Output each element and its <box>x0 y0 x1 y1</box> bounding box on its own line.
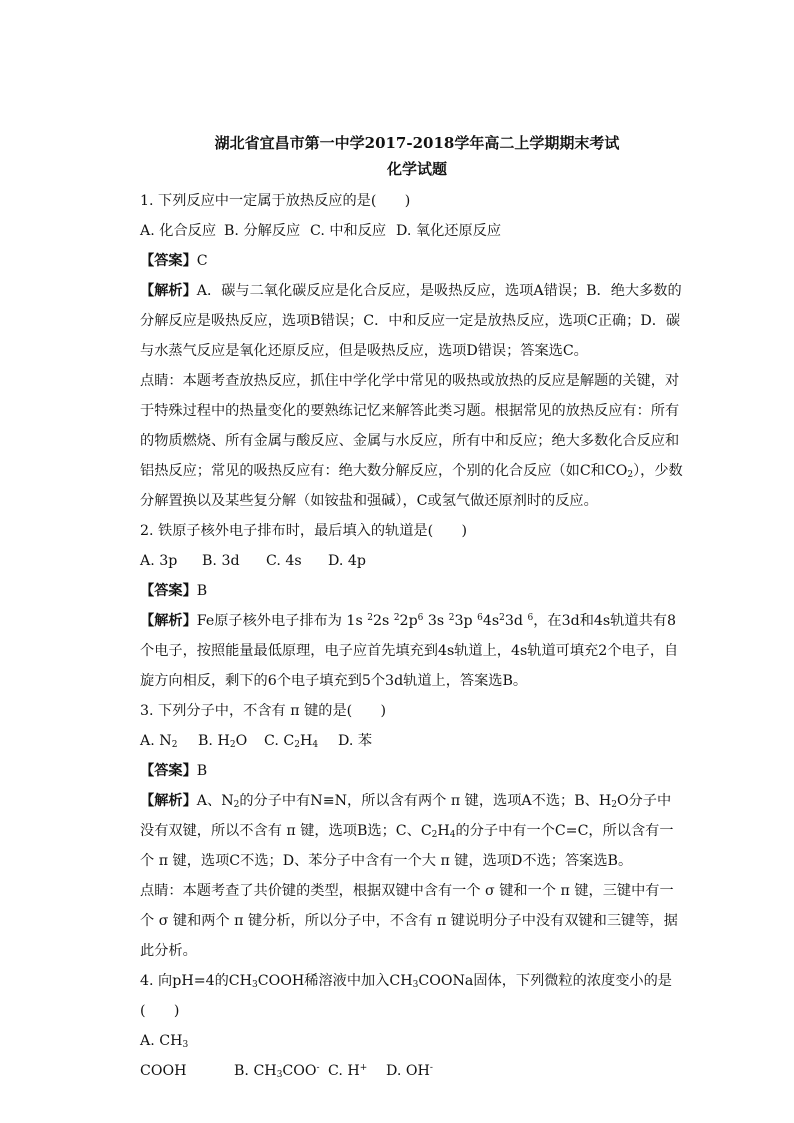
q3-option-c <box>264 726 338 756</box>
q3-analysis-text: H <box>437 823 450 839</box>
q3-option-b-sub: 2 <box>229 740 236 750</box>
q2-cfg-4s: 4s <box>482 613 500 629</box>
q3-analysis-text: 的分子中有N≡N，所以含有两个 π 键，选项A不选；B、H <box>239 793 612 809</box>
q2-option-d: D. 4p <box>328 553 366 569</box>
q4-option-a-sub: 3 <box>182 1040 189 1050</box>
q2-cfg-sup: 6 <box>477 613 483 623</box>
q2-cfg-2p: 2p <box>399 613 418 629</box>
q1-option-d: D. 氧化还原反应 <box>396 223 502 239</box>
q4-option-b-sub: 3 <box>276 1070 283 1080</box>
q1-option-c: C. 中和反应 <box>310 223 387 239</box>
analysis-tag: 【解析】 <box>140 283 197 299</box>
q4-option-b-sup: - <box>316 1063 320 1073</box>
q4-stem-sub: 3 <box>252 980 258 990</box>
q2-answer-value: B <box>196 583 208 599</box>
q4-stem-text: COONa固体，下列微粒的浓度变小的是( ) <box>140 973 672 1019</box>
q4-option-d-sup: - <box>429 1063 433 1073</box>
q2-cfg-sup: 2 <box>499 613 505 623</box>
q1-note-sub: 2 <box>627 470 634 480</box>
q4-stem-sub: 3 <box>412 980 419 990</box>
q2-cfg-3d: 3d <box>504 613 528 629</box>
q2-option-c: C. 4s <box>266 553 302 569</box>
q4-stem-text: COOH稀溶液中加入CH <box>257 973 413 989</box>
q2-cfg-sup: 2 <box>393 613 400 623</box>
q1-option-a: A. 化合反应 <box>140 223 217 239</box>
q3-option-c-text-2: H <box>299 733 313 749</box>
q3-option-a-sub: 2 <box>171 740 178 750</box>
q3-option-c-sub-2: 4 <box>312 740 319 750</box>
q3-note-text: 本题考查了共价键的类型，根据双键中含有一个 σ 键和一个 π 键，三键中有一个 σ 键和两个 π 键分析，所以分子中，不含有 π 键说明分子中没有双键和三键等，据此分析。 <box>140 883 678 959</box>
q2-cfg-sup: 6 <box>417 613 424 623</box>
q3-option-c-sub: 2 <box>294 740 300 750</box>
q2-option-a: A. 3p <box>140 553 178 569</box>
q2-cfg-3s: 3s <box>427 613 449 629</box>
q4-option-d-text: D. OH <box>386 1063 430 1079</box>
q1-note-text-2: ），少数分解置换以及某些复分解（如铵盐和强碱），C或氢气做还原剂时的反应。 <box>140 463 683 509</box>
q2-cfg-2s: 2s <box>372 613 394 629</box>
q4-option-c-text: C. H <box>328 1063 360 1079</box>
q3-analysis-sub: 2 <box>431 830 438 840</box>
q2-analysis <box>140 606 684 696</box>
q3-analysis-text: O分子中没有双键，所以不含有 π 键，选项B选；C、C <box>140 793 672 839</box>
q2-cfg-3p: 3p <box>454 613 478 629</box>
q2-answer <box>140 576 684 606</box>
q3-option-a-text: A. N <box>140 733 172 749</box>
q3-options <box>140 726 684 756</box>
q3-option-b <box>198 726 264 756</box>
q4-option-a-text: A. CH <box>140 1033 183 1049</box>
q3-analysis-sub: 2 <box>611 800 617 810</box>
q2-analysis-text-2: ，在3d和4s轨道共有8个电子，按照能量最低原理，电子应首先填充到4s轨道上，4s轨道可填充2个电子，自旋方向相反，剩下的6个电子填充到5个3d轨道上，答案选B。 <box>140 613 679 689</box>
q4-option-a-text-2: COOH <box>140 1063 187 1079</box>
q1-stem: 1. 下列反应中一定属于放热反应的是( ) <box>140 193 411 209</box>
q2-option-b: B. 3d <box>202 553 240 569</box>
q3-analysis-sub: 2 <box>233 800 240 810</box>
q4-option-a <box>140 1026 234 1086</box>
q1-option-b: B. 分解反应 <box>224 223 301 239</box>
answer-tag: 【答案】 <box>140 253 197 269</box>
q1-answer <box>140 246 684 276</box>
q4-option-c <box>328 1056 386 1086</box>
q4-option-b-text-2: COO <box>282 1063 317 1079</box>
analysis-tag: 【解析】 <box>140 793 197 809</box>
q4-options <box>140 1026 684 1086</box>
q3-analysis <box>140 786 684 876</box>
q3-option-d: D. 苯 <box>338 733 373 749</box>
q2-cfg-sup: 2 <box>448 613 455 623</box>
document-subtitle: 化学试题 <box>386 160 447 178</box>
note-tag: 点睛： <box>140 373 183 389</box>
q1-note <box>140 366 684 516</box>
q2-cfg-sup: 2 <box>367 613 373 623</box>
q3-analysis-text: A、N <box>196 793 234 809</box>
q2-analysis-text-1: Fe原子核外电子排布为 1s <box>196 613 368 629</box>
q3-stem: 3. 下列分子中，不含有 π 键的是( ) <box>140 703 387 719</box>
analysis-tag: 【解析】 <box>140 613 197 629</box>
q1-analysis-text: A．碳与二氧化碳反应是化合反应，是吸热反应，选项A错误；B．绝大多数的分解反应是吸热反应，选项B错误；C．中和反应一定是放热反应，选项C正确；D．碳与水蒸气反应是氧化还原反应，但是吸热反应，选项D错误；答案选C。 <box>140 283 682 359</box>
q3-option-c-text: C. C <box>264 733 295 749</box>
q4-option-d <box>386 1056 433 1086</box>
q4-option-c-sup: + <box>359 1063 368 1073</box>
q1-note-text-1: 本题考查放热反应，抓住中学化学中常见的吸热或放热的反应是解题的关键，对于特殊过程中的热量变化的要熟练记忆来解答此类习题。根据常见的放热反应有：所有的物质燃烧、所有金属与酸反应、金属与水反应，所有中和反应；绝大多数化合反应和铝热反应；常见的吸热反应有：绝大数分解反应，个别的化合反应（如C和CO <box>140 373 680 479</box>
q4-stem <box>140 966 684 1026</box>
q1-answer-value: C <box>196 253 208 269</box>
q3-analysis-text: 的分子中有一个C=C，所以含有一个 π 键，选项C不选；D、苯分子中含有一个大 π 键，选项D不选；答案选B。 <box>140 823 674 869</box>
q2-stem: 2. 铁原子核外电子排布时，最后填入的轨道是( ) <box>140 523 468 539</box>
answer-tag: 【答案】 <box>140 583 197 599</box>
q1-options <box>140 216 684 246</box>
q3-answer <box>140 756 684 786</box>
q3-option-b-text: B. H <box>198 733 230 749</box>
answer-tag: 【答案】 <box>140 763 197 779</box>
q3-answer-value: B <box>196 763 208 779</box>
q3-option-b-text-2: O <box>235 733 248 749</box>
q4-option-b <box>234 1056 328 1086</box>
q3-note <box>140 876 684 966</box>
note-tag: 点睛： <box>140 883 183 899</box>
q1-analysis <box>140 276 684 366</box>
q2-options <box>140 546 684 576</box>
q3-option-a <box>140 726 198 756</box>
q3-analysis-sub: 4 <box>449 830 456 840</box>
q4-option-b-text: B. CH <box>234 1063 277 1079</box>
q2-cfg-sup: 6 <box>527 613 534 623</box>
q4-stem-text: 4. 向pH=4的CH <box>140 973 253 989</box>
document-title: 湖北省宜昌市第一中学2017-2018学年高二上学期期末考试 <box>214 134 620 152</box>
